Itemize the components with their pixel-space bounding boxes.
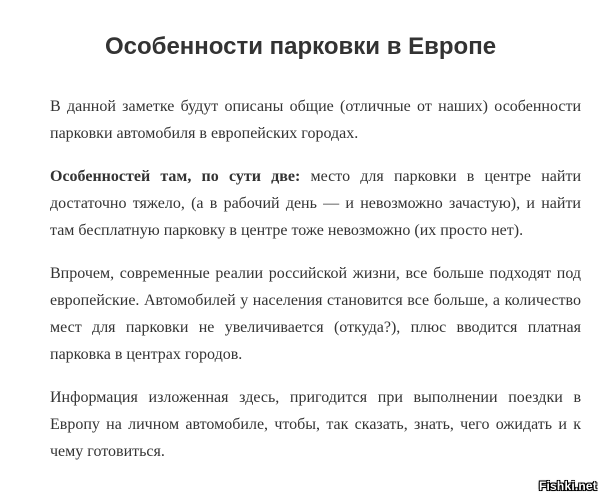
paragraph-text: В данной заметке будут описаны общие (отличные от наших) особенности парковки автомобиля в европейских городах. xyxy=(50,98,581,142)
article-title: Особенности парковки в Европе xyxy=(104,33,497,60)
paragraph-conclusion xyxy=(50,384,581,465)
watermark-logo: Fishki.net xyxy=(538,479,597,493)
paragraph-intro xyxy=(50,93,581,147)
paragraph-text: место для парковки в центре найти достаточно тяжело, (а в рабочий день — и невозможно зачастую), и найти там бесплатную парковку в центре тоже невозможно (их просто нет). xyxy=(50,168,582,239)
paragraph-text: Информация изложенная здесь, пригодится при выполнении поездки в Европу на личном автомобиле, чтобы, так сказать, знать, чего ожидать и к чему готовиться. xyxy=(50,389,581,460)
article-body xyxy=(50,93,581,481)
paragraph-lead-bold: Особенностей там, по сути две: xyxy=(50,168,301,185)
paragraph-text: Впрочем, современные реалии российской жизни, все больше подходят под европейские. Автомобилей у населения становится все больше, а количество мест для парковки не увеличивается (откуда?), плюс вводится платная парковка в центрах городов. xyxy=(50,265,581,363)
paragraph-features xyxy=(50,163,581,244)
paragraph-russian-reality xyxy=(50,260,581,368)
